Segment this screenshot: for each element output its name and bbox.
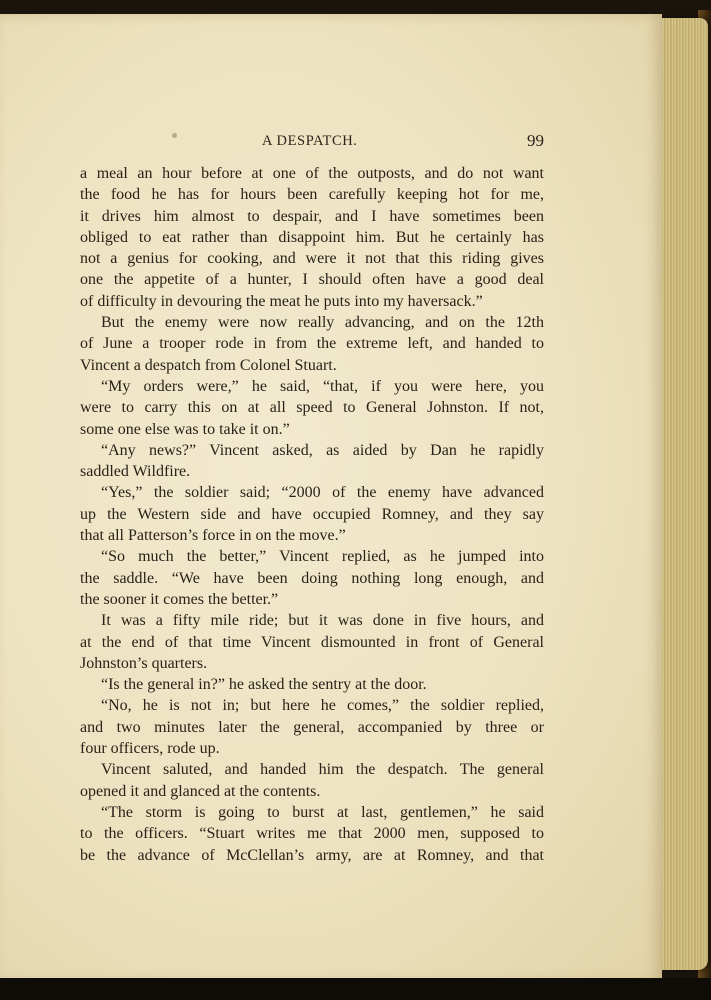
text-line: the saddle. “We have been doing nothing long enough, and: [80, 569, 544, 587]
text-line: one the appetite of a hunter, I should often have a good deal: [80, 271, 544, 289]
text-line: “The storm is going to burst at last, gentlemen,” he said: [101, 803, 544, 821]
text-line: and two minutes later the general, accompanied by three or: [80, 718, 544, 736]
text-line: saddled Wildfire.: [80, 463, 191, 481]
text-line: Vincent a despatch from Colonel Stuart.: [80, 356, 337, 374]
text-line: “Is the general in?” he asked the sentry at the door.: [101, 676, 427, 694]
page-header: [80, 131, 544, 155]
text-line: a meal an hour before at one of the outposts, and do not want: [80, 165, 544, 182]
text-line: Johnston’s quarters.: [80, 654, 208, 672]
text-line: “Yes,” the soldier said; “2000 of the enemy have advanced: [101, 484, 544, 502]
text-line: Vincent saluted, and handed him the despatch. The general: [101, 761, 544, 779]
running-head: A DESPATCH.: [262, 133, 358, 149]
text-line: it drives him almost to despair, and I have sometimes been: [80, 207, 544, 225]
text-line: It was a fifty mile ride; but it was done in five hours, and: [101, 612, 544, 630]
text-line: that all Patterson’s force in on the move.”: [80, 527, 346, 545]
text-line: not a genius for cooking, and were it not that this riding gives: [80, 250, 544, 268]
text-line: four officers, rode up.: [80, 740, 220, 758]
text-line: “Any news?” Vincent asked, as aided by Dan he rapidly: [101, 441, 544, 459]
text-line: to the officers. “Stuart writes me that 2000 men, supposed to: [80, 825, 544, 843]
text-line: up the Western side and have occupied Romney, and they say: [80, 505, 544, 523]
page-number: 99: [527, 131, 544, 150]
text-line: some one else was to take it on.”: [80, 420, 290, 438]
text-line: at the end of that time Vincent dismounted in front of General: [80, 633, 544, 651]
text-line: But the enemy were now really advancing, and on the 12th: [101, 314, 544, 332]
text-line: “My orders were,” he said, “that, if you were here, you: [101, 377, 544, 395]
text-line: of difficulty in devouring the meat he puts into my haversack.”: [80, 292, 483, 310]
text-line: opened it and glanced at the contents.: [80, 782, 321, 800]
text-line: “So much the better,” Vincent replied, as he jumped into: [101, 548, 544, 566]
text-line: “No, he is not in; but here he comes,” the soldier replied,: [101, 697, 544, 715]
body-text: [80, 163, 544, 866]
text-line: were to carry this on at all speed to General Johnston. If not,: [80, 399, 544, 417]
text-line: of June a trooper rode in from the extreme left, and handed to: [80, 335, 544, 353]
text-line: be the advance of McClellan’s army, are at Romney, and that: [80, 846, 544, 864]
text-line: obliged to eat rather than disappoint him. But he certainly has: [80, 228, 544, 246]
text-line: the food he has for hours been carefully keeping hot for me,: [80, 186, 544, 204]
background-strip: [0, 978, 711, 1000]
text-line: the sooner it comes the better.”: [80, 590, 279, 608]
